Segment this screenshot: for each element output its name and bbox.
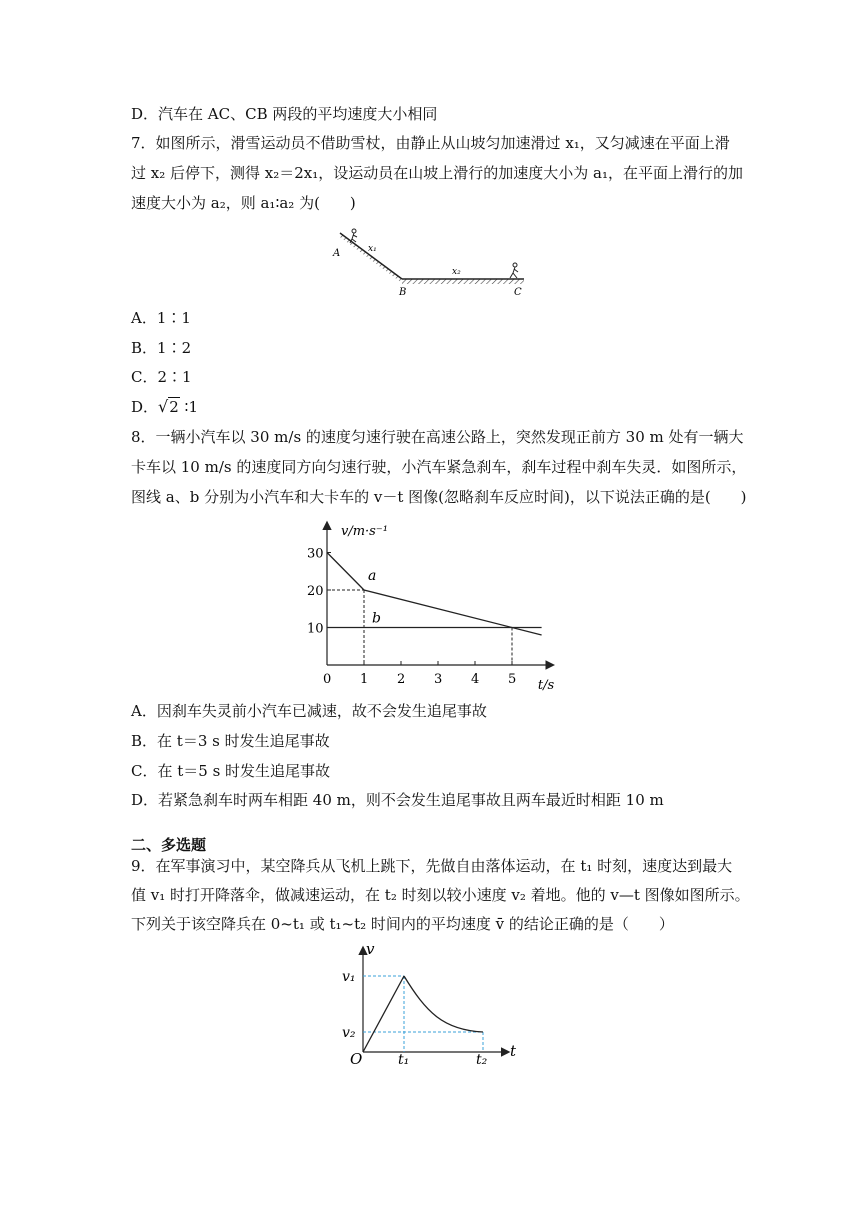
q9-label-v2: v₂	[342, 1025, 356, 1041]
label-B: B	[399, 287, 407, 298]
x-tick-label: 3	[434, 672, 443, 687]
q8-option-c: C．在 t＝5 s 时发生追尾事故	[131, 762, 331, 780]
series-label-a: a	[368, 568, 377, 584]
q8-vt-chart	[300, 515, 560, 695]
q7-stem-line2: 过 x₂ 后停下，测得 x₂＝2x₁，设运动员在山坡上滑行的加速度大小为 a₁，在平面上滑行的加	[131, 164, 743, 182]
q7-stem-line3: 速度大小为 a₂，则 a₁∶a₂ 为( )	[131, 194, 356, 212]
q9-vt-figure	[338, 940, 523, 1065]
series-line-a	[327, 553, 542, 636]
x-tick-label: 2	[397, 672, 406, 687]
skier-top-icon	[350, 229, 357, 243]
label-A: A	[333, 248, 341, 259]
q8-option-d: D．若紧急刹车时两车相距 40 m，则不会发生追尾事故且两车最近时相距 10 m	[131, 791, 664, 809]
q9-decel-curve	[404, 976, 483, 1032]
q7-ski-slope-figure	[330, 225, 535, 300]
q8-stem-line1: 8．一辆小汽车以 30 m/s 的速度匀速行驶在高速公路上，突然发现正前方 30 m 处有一辆大	[131, 428, 744, 446]
q8-option-b: B．在 t＝3 s 时发生追尾事故	[131, 732, 330, 750]
q9-label-v: v	[366, 940, 375, 958]
sqrt-radicand: 2	[169, 398, 179, 416]
q9-stem-line3: 下列关于该空降兵在 0~t₁ 或 t₁~t₂ 时间内的平均速度 v̄ 的结论正确的是（ ）	[131, 915, 674, 933]
q9-label-t: t	[510, 1042, 517, 1060]
x-tick-label: 4	[471, 672, 480, 687]
q9-label-t1: t₁	[398, 1052, 410, 1065]
slope-line	[340, 233, 402, 279]
q8-stem-line2: 卡车以 10 m/s 的速度同方向匀速行驶，小汽车紧急刹车，刹车过程中刹车失灵．如图所示，	[131, 458, 747, 476]
q7-stem-line1: 7．如图所示，滑雪运动员不借助雪杖，由静止从山坡匀加速滑过 x₁，又匀减速在平面上滑	[131, 134, 730, 152]
x-axis-label: t/s	[537, 678, 555, 693]
label-x2: x₂	[452, 267, 461, 277]
q9-label-O: O	[350, 1050, 363, 1065]
q7-option-d: D．√2 ∶1	[131, 397, 198, 416]
q8-option-a: A．因刹车失灵前小汽车已减速，故不会发生追尾事故	[131, 702, 487, 720]
q6-option-d: D．汽车在 AC、CB 两段的平均速度大小相同	[131, 105, 438, 123]
q9-label-v1: v₁	[342, 969, 356, 985]
skier-bottom-icon	[510, 263, 518, 278]
label-x1: x₁	[368, 244, 377, 254]
section-title: 二、多选题	[131, 836, 207, 854]
x-tick-label: 0	[323, 672, 332, 687]
q7-option-c: C．2∶1	[131, 368, 192, 386]
q9-stem-line1: 9．在军事演习中，某空降兵从飞机上跳下，先做自由落体运动，在 t₁ 时刻，速度达到最大	[131, 857, 733, 875]
q8-stem-line3: 图线 a、b 分别为小汽车和大卡车的 v－t 图像(忽略刹车反应时间)，以下说法正确的是( )	[131, 488, 747, 506]
label-C: C	[514, 287, 522, 298]
y-tick-label: 30	[307, 546, 324, 562]
y-axis-label: v/m·s⁻¹	[341, 524, 388, 539]
q9-accel-line	[363, 976, 404, 1052]
q9-label-t2: t₂	[476, 1052, 488, 1065]
x-tick-label: 5	[508, 672, 517, 687]
y-tick-label: 20	[307, 584, 324, 599]
y-tick-label: 10	[307, 621, 324, 637]
series-label-b: b	[372, 610, 381, 627]
q7-option-a: A．1∶1	[131, 309, 191, 327]
sqrt-symbol: √	[158, 397, 169, 416]
x-tick-label: 1	[360, 672, 369, 687]
q9-stem-line2: 值 v₁ 时打开降落伞，做减速运动，在 t₂ 时刻以较小速度 v₂ 着地。他的 v—t 图像如图所示。	[131, 886, 750, 904]
q7-option-b: B．1∶2	[131, 339, 192, 357]
